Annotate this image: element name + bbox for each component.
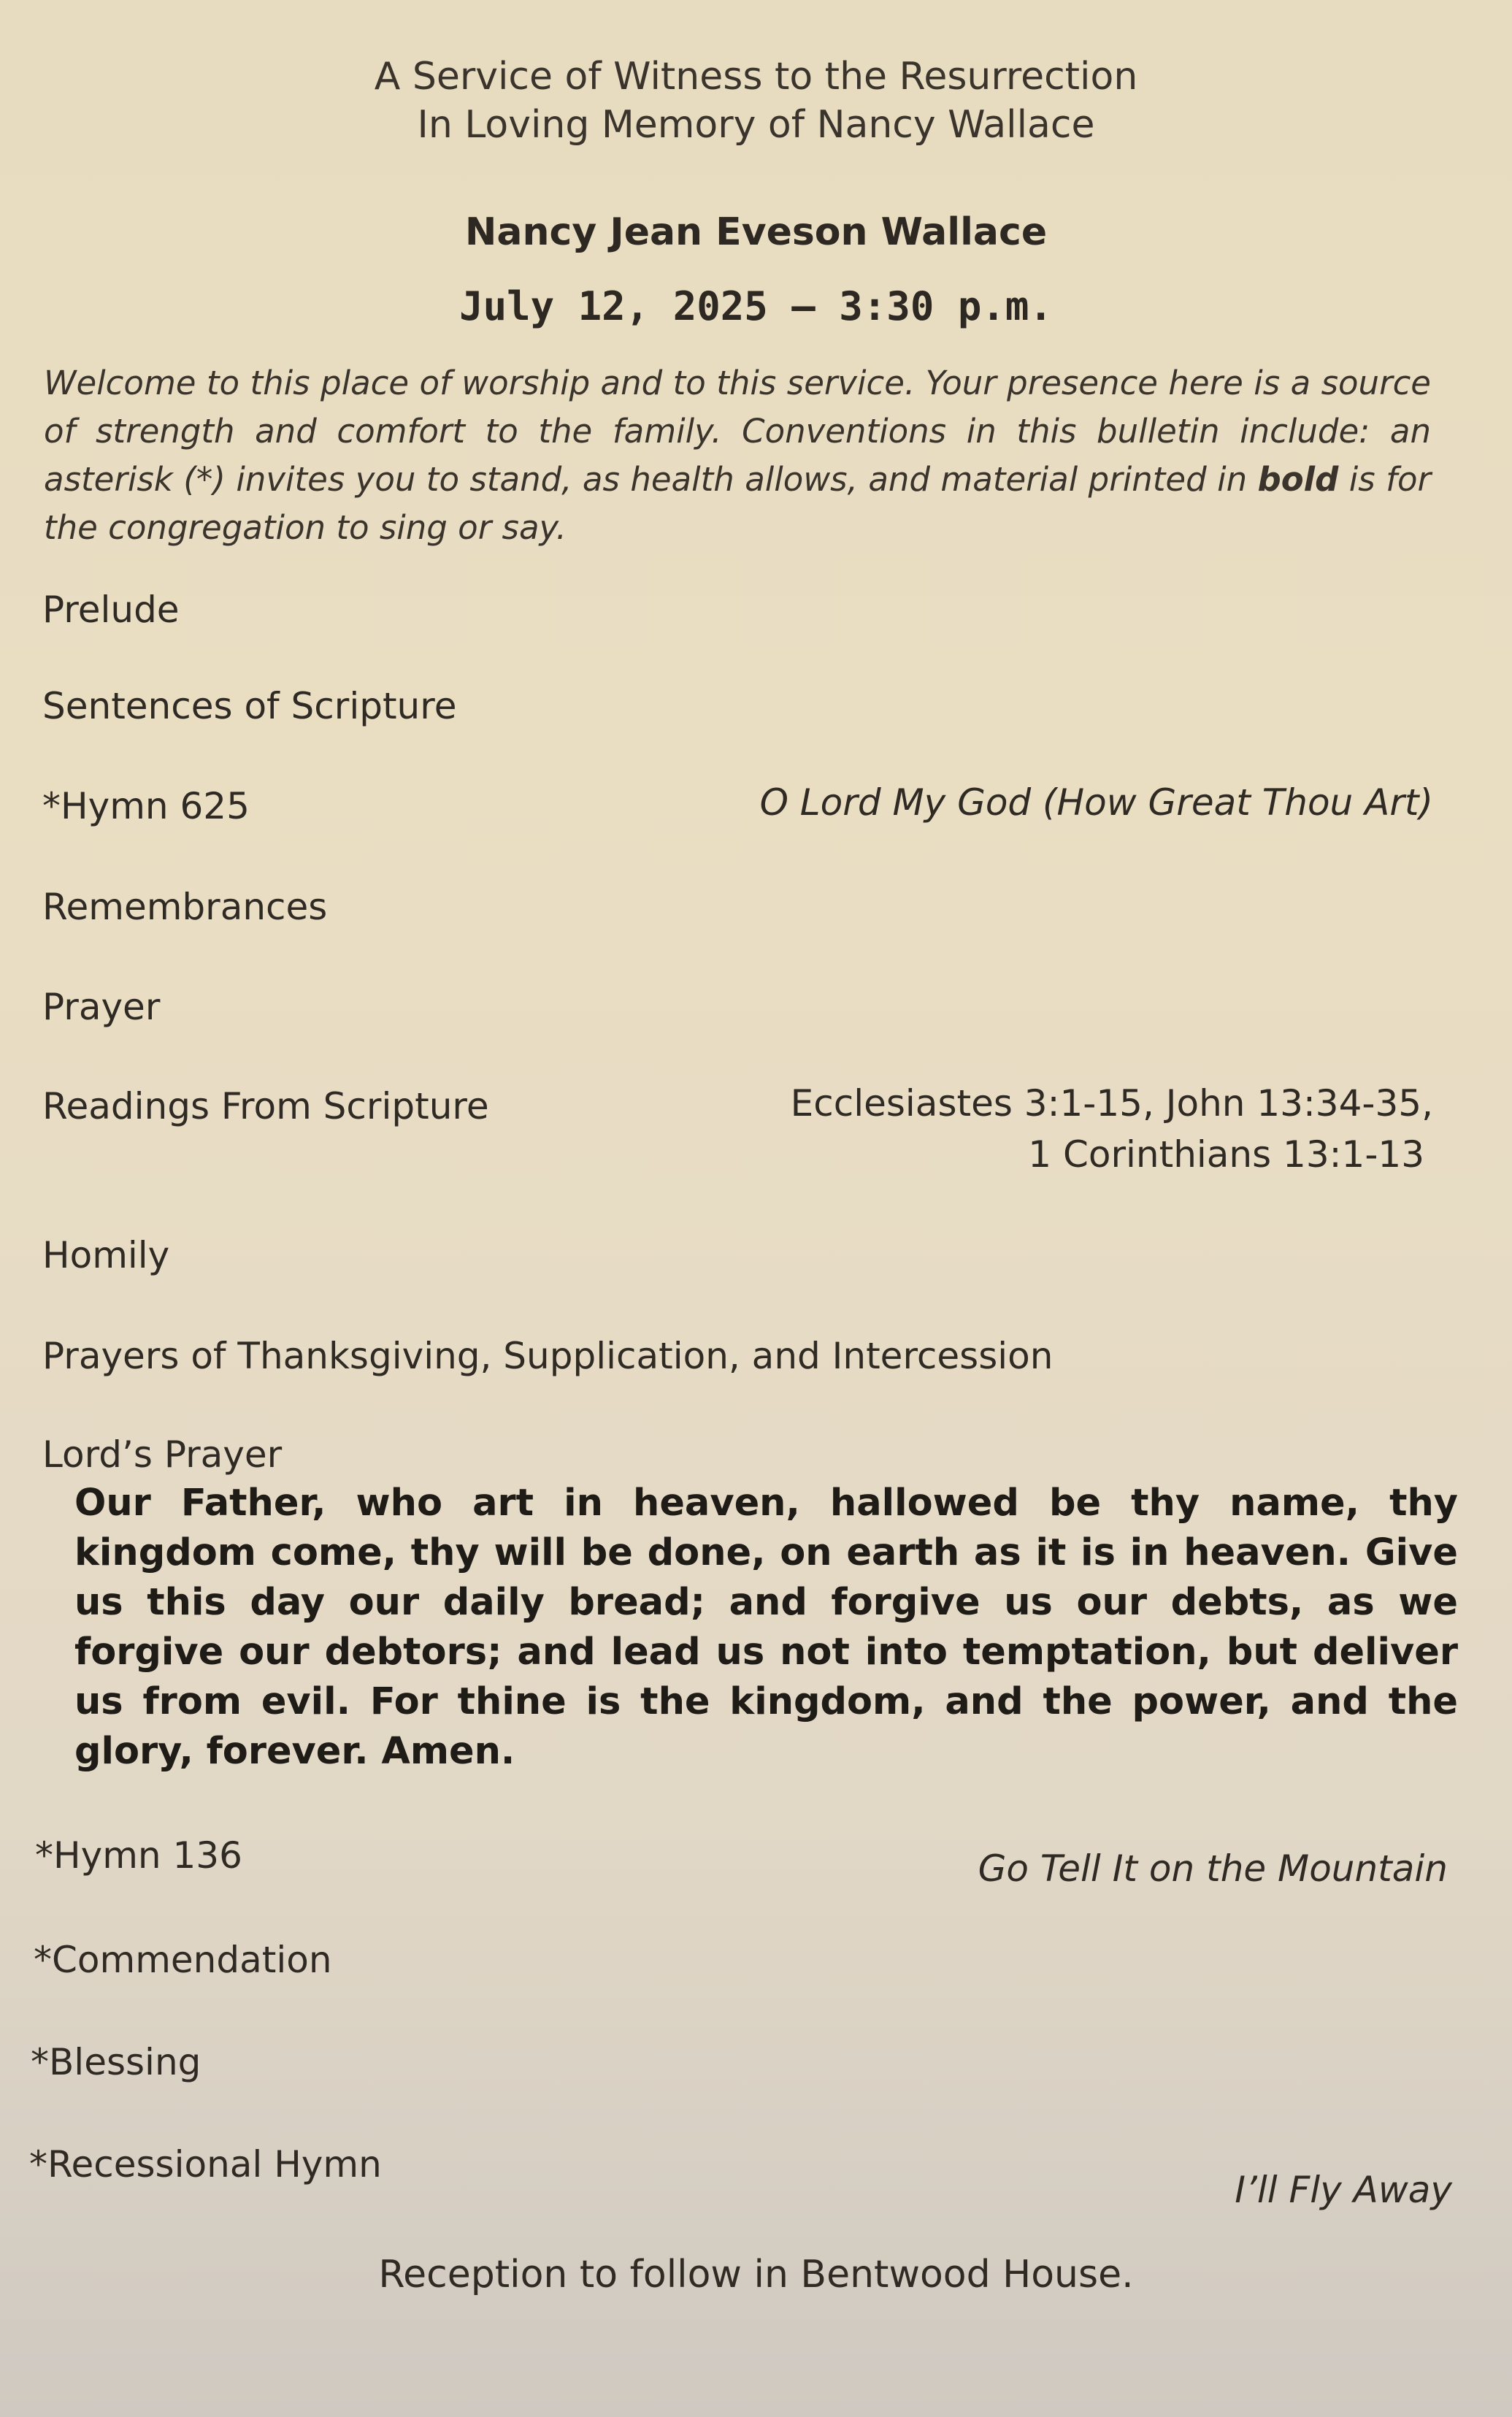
welcome-text-end: is for the congregation to sing or say.	[44, 460, 1431, 547]
order-remembrances: Remembrances	[42, 886, 328, 928]
order-recessional-title: I’ll Fly Away	[1235, 2169, 1452, 2211]
order-sentences-of-scripture: Sentences of Scripture	[42, 685, 457, 727]
order-readings-line-1: Ecclesiastes 3:1-15, John 13:34-35,	[790, 1082, 1433, 1125]
order-readings-line-2: 1 Corinthians 13:1-13	[1028, 1133, 1424, 1176]
lords-prayer-text: Our Father, who art in heaven, hallowed be thy name, thy kingdom come, thy will be done, on earth as it is in heaven. Give us this day our daily bread; and forgive us our debts, as we forgive our debtors; and lead us not into temptation, but deliver us from evil. For thine is the kingdom, and the power, and the glory, forever. Amen.	[74, 1482, 1458, 1773]
order-hymn-136-title: Go Tell It on the Mountain	[978, 1847, 1448, 1890]
order-hymn-625-label: *Hymn 625	[42, 785, 250, 827]
order-hymn-625-title: O Lord My God (How Great Thou Art)	[759, 781, 1433, 824]
welcome-paragraph	[44, 359, 1431, 552]
memorial-subtitle: In Loving Memory of Nancy Wallace	[417, 103, 1095, 147]
order-prayers-of-thanksgiving: Prayers of Thanksgiving, Supplication, and Intercession	[42, 1335, 1054, 1377]
order-lords-prayer-label: Lord’s Prayer	[42, 1433, 283, 1476]
service-date: July 12, 2025 – 3:30 p.m.	[459, 283, 1053, 329]
order-readings-label: Readings From Scripture	[42, 1085, 489, 1127]
welcome-text-start: Welcome to this place of worship and to this service. Your presence here is a source of strength and comfort to the family. Conventions in this bulletin include: an asterisk (*) invites you to stand, as health allows, and material printed in	[44, 364, 1431, 499]
deceased-name: Nancy Jean Eveson Wallace	[464, 210, 1048, 254]
order-prelude: Prelude	[42, 589, 180, 631]
order-commendation: *Commendation	[34, 1939, 332, 1981]
order-homily: Homily	[42, 1234, 170, 1276]
order-recessional-label: *Recessional Hymn	[29, 2143, 382, 2186]
welcome-bold-word: bold	[1257, 460, 1339, 499]
reception-note: Reception to follow in Bentwood House.	[378, 2253, 1134, 2297]
order-prayer: Prayer	[42, 986, 161, 1028]
order-blessing: *Blessing	[31, 2041, 202, 2083]
order-hymn-136-label: *Hymn 136	[35, 1834, 242, 1877]
service-title: A Service of Witness to the Resurrection	[374, 55, 1138, 99]
